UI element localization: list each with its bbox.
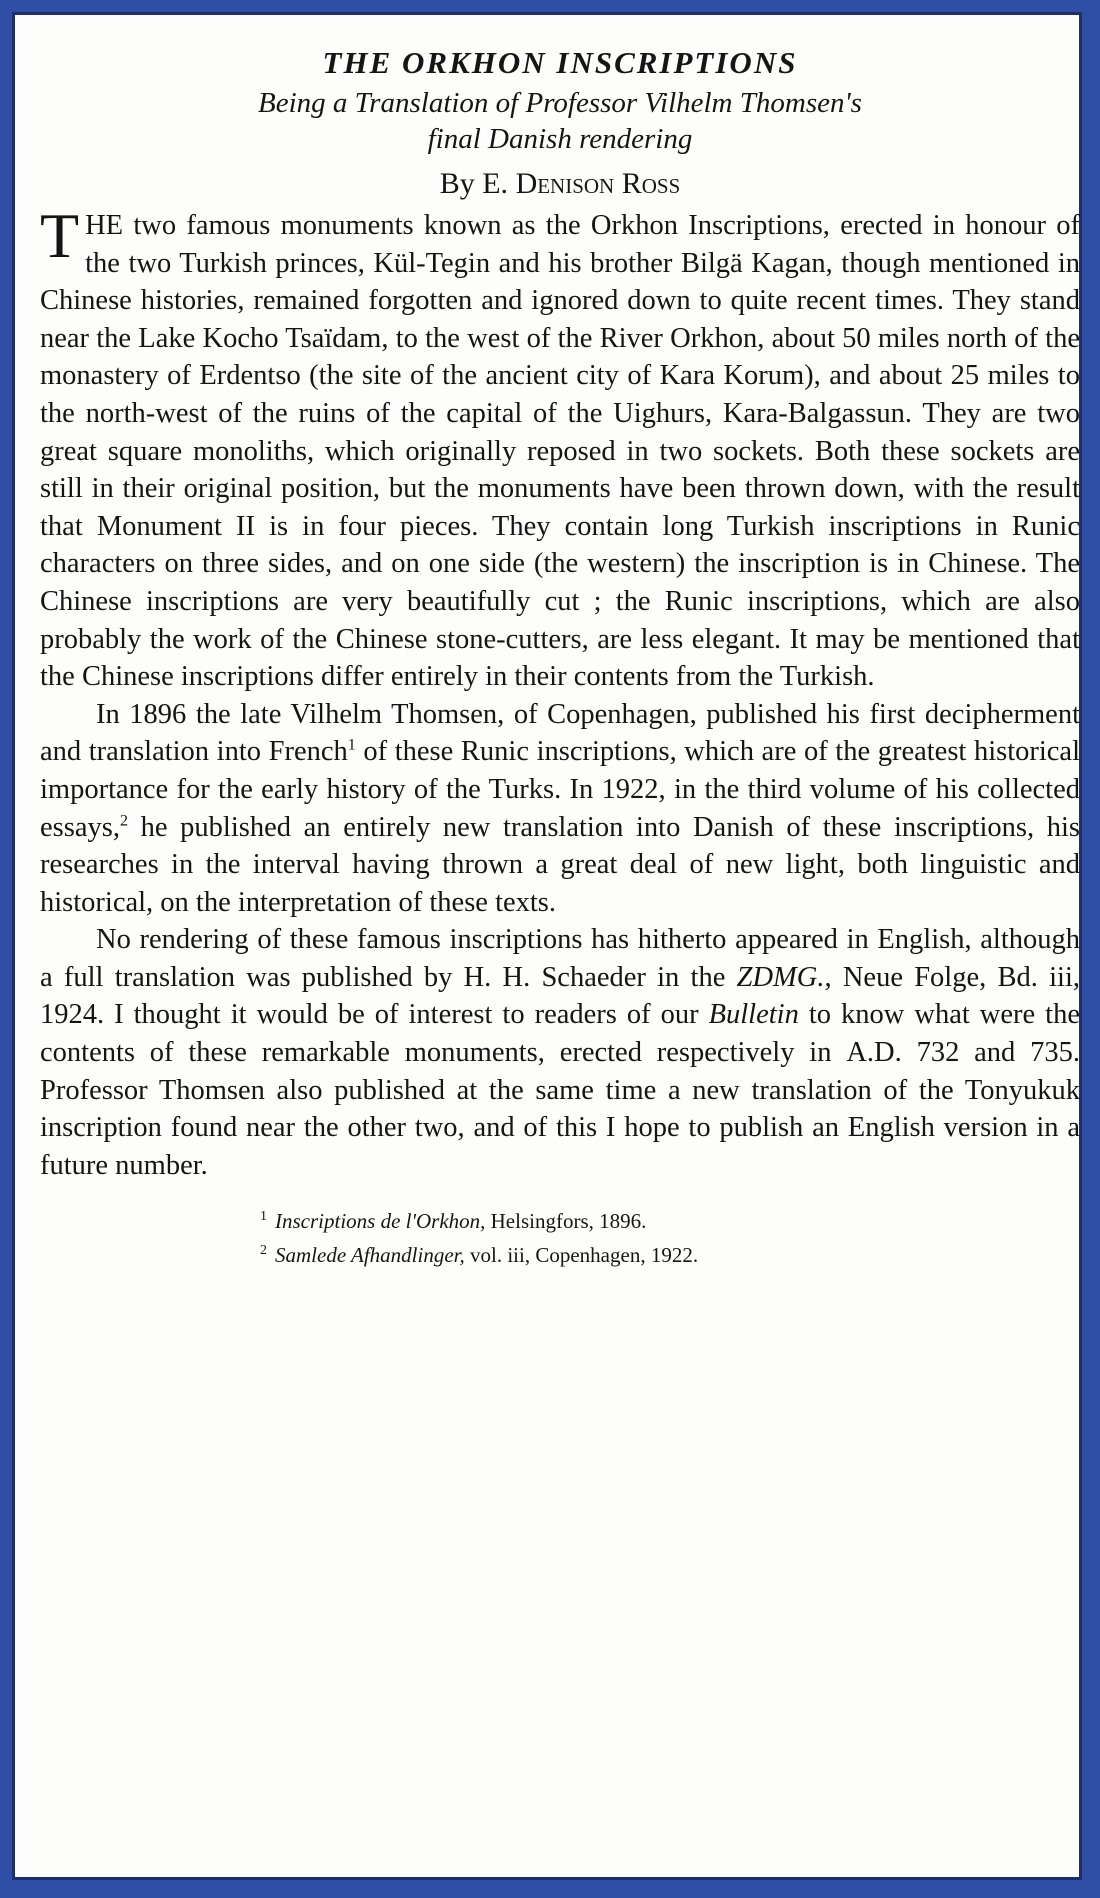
footnote-1-title: Inscriptions de l'Orkhon, [275,1209,486,1234]
paragraph-2-part-2: of these Runic inscriptions, which are of the greatest historical importance for the early history of the Turks. In 1922, in the third volume of his collected essays, [40,736,1081,843]
ad-abbrev: A.D. [846,1037,902,1069]
byline-prefix: By E. [439,167,516,200]
footnote-ref-2: 2 [119,812,128,829]
paragraph-3-part-3: to know what were the contents of these remarkable monuments, erected respectively in [40,999,1080,1069]
paragraph-3-part-4: 732 and 735. Professor Thomsen also published at the same time a new translation of the Tonyukuk inscription found near the other two, and of this I hope to publish an English version in a future number. [40,1037,1080,1181]
page-frame [12,12,1082,1880]
paragraph-1-text: HE two famous monuments known as the Orkhon Inscriptions, erected in honour of the two Turkish princes, Kül-Tegin and his brother Bilgä Kagan, though mentioned in Chinese histories, remained forgotten and ignored down to quite recent times. They stand near the Lake Kocho Tsaïdam, to the west of the River Orkhon, about 50 miles north of the monastery of Erdentso (the site of the ancient city of Kara Korum), and about 25 miles to the north-west of the ruins of the capital of the Uighurs, Kara-Balgassun. They are two great square monoliths, which originally reposed in two sockets. Both these sockets are still in their original position, but the monuments have been thrown down, with the result that Monument II is in four pieces. They contain long Turkish inscriptions in Runic characters on three sides, and on one side (the western) the inscription is in Chinese. The Chinese inscriptions are very beautifully cut ; the Runic inscriptions, which are also probably the work of the Chinese stone-cutters, are less elegant. It may be mentioned that the Chinese inscriptions differ entirely in their contents from the Turkish. [40,210,1080,693]
footnote-1-rest: Helsingfors, 1896. [485,1209,647,1234]
subtitle-line-2: final Danish rendering [427,123,693,155]
footnote-2 [260,1236,1080,1270]
paragraph-1 [40,200,1080,696]
article-title: THE ORKHON INSCRIPTIONS [322,45,798,80]
subtitle-line-1: Being a Translation of Professor Vilhelm Thomsen's [258,87,862,119]
body-text [40,200,1081,1184]
paragraph-3-part-2: , Neue Folge, Bd. iii, 1924. I thought it would be of interest to readers of our [40,961,1080,1031]
footnotes [40,1202,1080,1270]
article [40,43,1080,1270]
footnote-2-rest: vol. iii, Copenhagen, 1922. [464,1243,699,1268]
zdmg-title: ZDMG. [736,961,825,993]
author-name: Denison Ross [515,167,681,200]
bulletin-title: Bulletin [708,999,799,1031]
paragraph-2-part-1: In 1896 the late Vilhelm Thomsen, of Copenhagen, published his first decipherment and translation into French [40,698,1080,768]
footnote-1-mark: 1 [260,1209,267,1225]
paragraph-3 [40,921,1080,1184]
paragraph-3-part-1: No rendering of these famous inscriptions has hitherto appeared in English, although a full translation was published by H. H. Schaeder in the [40,924,1080,993]
drop-cap: T [40,200,80,271]
paragraph-2 [40,696,1080,922]
byline [40,163,1080,205]
footnote-2-mark: 2 [260,1243,267,1259]
footnote-1 [260,1202,1080,1236]
footnote-ref-1: 1 [347,736,356,754]
article-subtitle [40,85,1080,157]
footnote-2-title: Samlede Afhandlinger, [275,1243,465,1268]
paragraph-2-part-3: he published an entirely new translation into Danish of these inscriptions, his researches in the interval having thrown a great deal of new light, both linguistic and historical, on the interpretation of these texts. [40,811,1080,918]
